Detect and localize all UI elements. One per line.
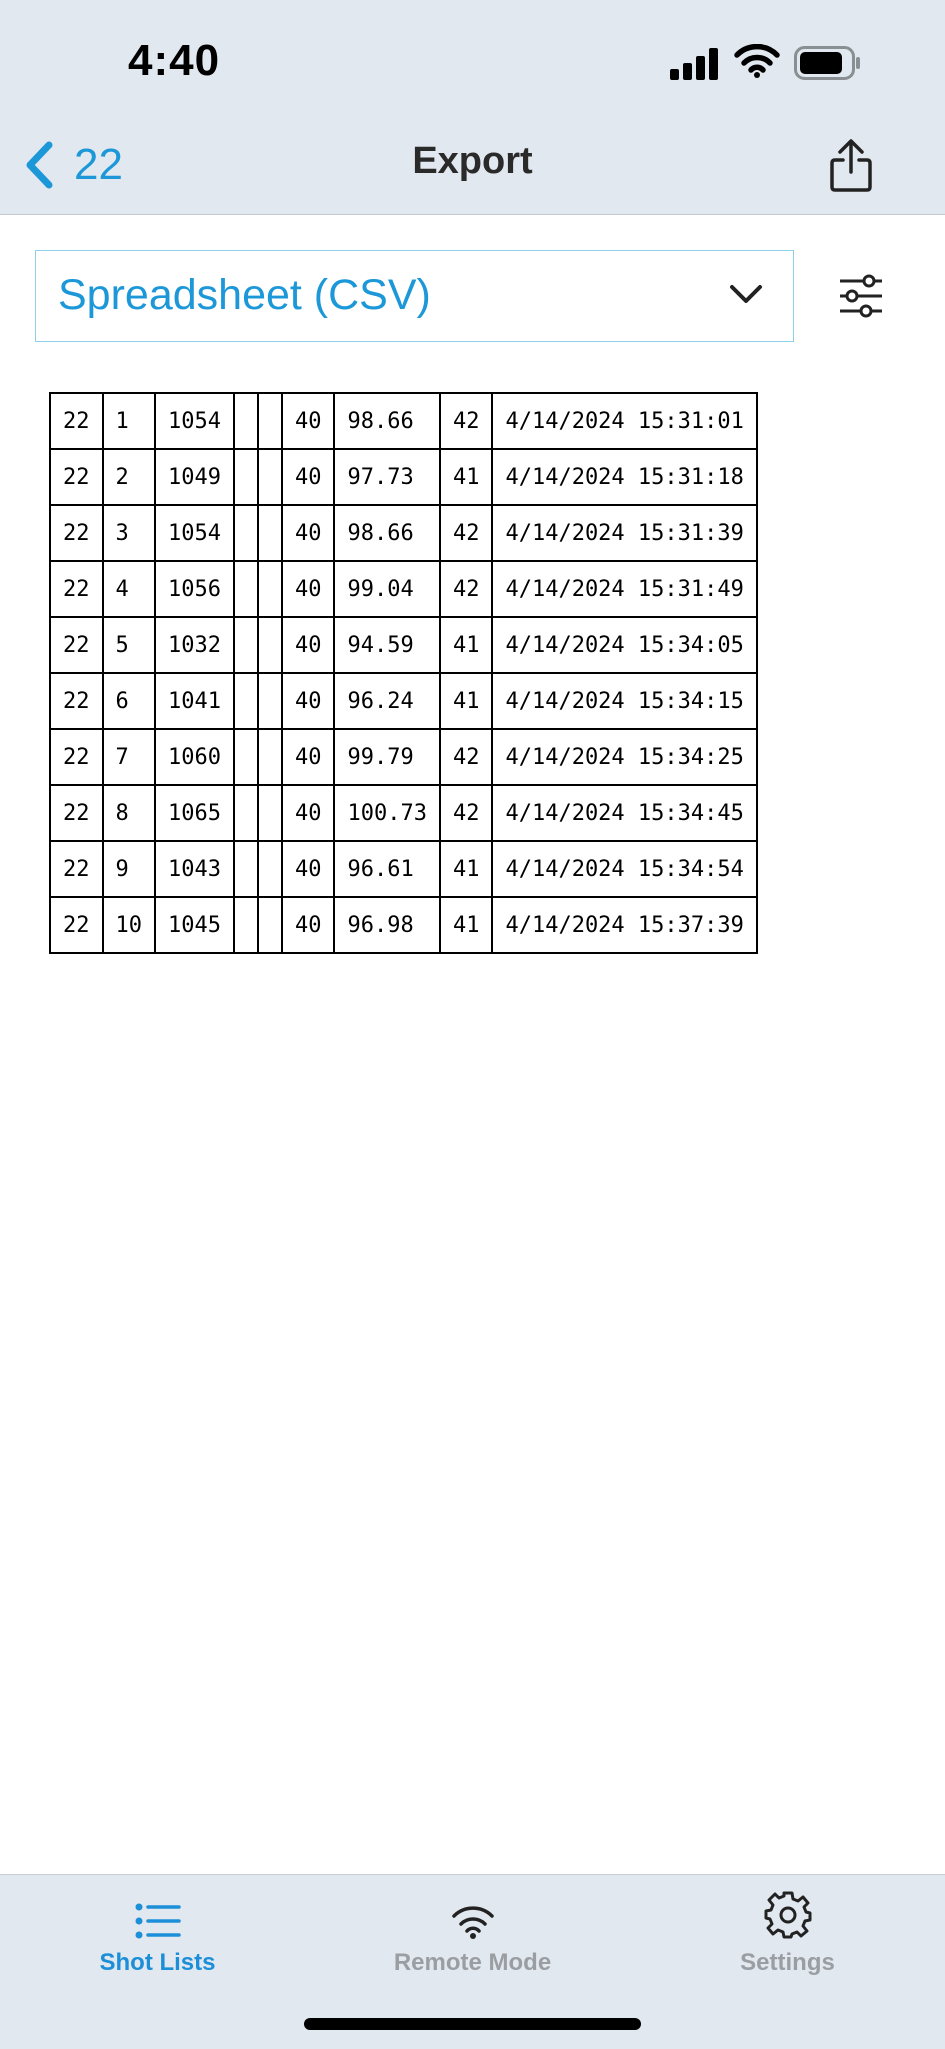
table-cell xyxy=(258,393,282,449)
table-cell: 40 xyxy=(282,785,335,841)
table-cell xyxy=(234,393,258,449)
table-row xyxy=(50,785,757,841)
format-dropdown[interactable] xyxy=(35,250,794,342)
table-cell: 40 xyxy=(282,617,335,673)
table-cell: 99.79 xyxy=(334,729,439,785)
table-cell: 98.66 xyxy=(334,505,439,561)
format-dropdown-value: Spreadsheet (CSV) xyxy=(58,271,431,319)
table-cell: 42 xyxy=(440,393,493,449)
table-cell xyxy=(234,729,258,785)
table-cell xyxy=(234,617,258,673)
table-cell: 100.73 xyxy=(334,785,439,841)
table-cell: 42 xyxy=(440,561,493,617)
table-cell: 1054 xyxy=(155,393,234,449)
table-cell xyxy=(258,617,282,673)
table-cell: 40 xyxy=(282,561,335,617)
table-row xyxy=(50,561,757,617)
table-cell: 94.59 xyxy=(334,617,439,673)
table-row xyxy=(50,617,757,673)
table-cell: 42 xyxy=(440,505,493,561)
table-cell: 22 xyxy=(50,505,103,561)
table-cell: 40 xyxy=(282,449,335,505)
table-cell: 4 xyxy=(103,561,156,617)
table-cell: 40 xyxy=(282,393,335,449)
top-bar xyxy=(0,0,945,215)
table-cell: 40 xyxy=(282,673,335,729)
table-row xyxy=(50,505,757,561)
table-cell: 41 xyxy=(440,617,493,673)
status-time: 4:40 xyxy=(128,36,221,85)
table-cell xyxy=(258,729,282,785)
table-cell: 1049 xyxy=(155,449,234,505)
table-cell: 22 xyxy=(50,785,103,841)
table-cell: 1065 xyxy=(155,785,234,841)
sliders-icon xyxy=(838,273,884,319)
csv-preview-table xyxy=(49,392,758,954)
table-cell xyxy=(234,673,258,729)
table-cell: 9 xyxy=(103,841,156,897)
table-cell xyxy=(258,673,282,729)
wifi-status-icon xyxy=(734,44,780,78)
table-cell: 1043 xyxy=(155,841,234,897)
table-cell: 22 xyxy=(50,393,103,449)
table-cell: 4/14/2024 15:34:05 xyxy=(492,617,756,673)
table-cell xyxy=(258,897,282,953)
table-cell xyxy=(234,841,258,897)
table-cell: 22 xyxy=(50,561,103,617)
table-cell: 22 xyxy=(50,673,103,729)
page-title: Export xyxy=(412,140,533,182)
table-cell: 4/14/2024 15:31:39 xyxy=(492,505,756,561)
table-cell: 41 xyxy=(440,841,493,897)
table-cell xyxy=(258,505,282,561)
cellular-signal-icon xyxy=(670,48,720,80)
table-cell: 99.04 xyxy=(334,561,439,617)
table-cell: 22 xyxy=(50,841,103,897)
home-indicator xyxy=(304,2018,641,2030)
table-cell xyxy=(258,785,282,841)
table-cell xyxy=(258,841,282,897)
table-cell: 96.24 xyxy=(334,673,439,729)
table-cell xyxy=(258,561,282,617)
list-icon xyxy=(135,1903,181,1939)
table-cell xyxy=(234,561,258,617)
table-cell: 1060 xyxy=(155,729,234,785)
table-cell: 4/14/2024 15:31:49 xyxy=(492,561,756,617)
table-cell: 41 xyxy=(440,897,493,953)
tab-remote-mode-label: Remote Mode xyxy=(393,1949,552,1976)
table-cell: 40 xyxy=(282,729,335,785)
table-cell: 1045 xyxy=(155,897,234,953)
wifi-icon xyxy=(451,1905,495,1939)
table-cell: 40 xyxy=(282,897,335,953)
table-cell: 22 xyxy=(50,449,103,505)
table-cell: 10 xyxy=(103,897,156,953)
table-cell: 40 xyxy=(282,841,335,897)
table-cell: 42 xyxy=(440,785,493,841)
battery-icon xyxy=(794,46,862,80)
table-cell: 22 xyxy=(50,729,103,785)
table-row xyxy=(50,897,757,953)
table-cell: 96.61 xyxy=(334,841,439,897)
table-cell: 1 xyxy=(103,393,156,449)
table-cell: 22 xyxy=(50,617,103,673)
table-cell xyxy=(234,505,258,561)
table-row xyxy=(50,449,757,505)
table-cell xyxy=(234,449,258,505)
chevron-down-icon xyxy=(729,283,763,305)
table-cell: 5 xyxy=(103,617,156,673)
tab-shot-lists-label: Shot Lists xyxy=(99,1949,216,1976)
table-cell: 40 xyxy=(282,505,335,561)
table-cell: 96.98 xyxy=(334,897,439,953)
csv-table-body xyxy=(50,393,757,953)
table-cell: 4/14/2024 15:34:45 xyxy=(492,785,756,841)
table-row xyxy=(50,673,757,729)
table-cell: 4/14/2024 15:34:25 xyxy=(492,729,756,785)
table-cell xyxy=(258,449,282,505)
table-cell: 41 xyxy=(440,673,493,729)
table-cell: 2 xyxy=(103,449,156,505)
table-cell: 3 xyxy=(103,505,156,561)
table-cell: 4/14/2024 15:31:01 xyxy=(492,393,756,449)
table-row xyxy=(50,841,757,897)
share-icon xyxy=(826,138,876,194)
back-label: 22 xyxy=(74,140,123,189)
table-cell xyxy=(234,785,258,841)
gear-icon xyxy=(764,1891,812,1939)
table-cell: 98.66 xyxy=(334,393,439,449)
table-cell: 42 xyxy=(440,729,493,785)
table-cell: 1054 xyxy=(155,505,234,561)
table-cell: 4/14/2024 15:37:39 xyxy=(492,897,756,953)
tab-shot-lists[interactable] xyxy=(0,1875,315,1995)
table-cell: 8 xyxy=(103,785,156,841)
table-cell: 97.73 xyxy=(334,449,439,505)
tab-settings[interactable] xyxy=(630,1875,945,1995)
table-cell: 1056 xyxy=(155,561,234,617)
table-cell: 22 xyxy=(50,897,103,953)
tab-remote-mode[interactable] xyxy=(315,1875,630,1995)
table-cell xyxy=(234,897,258,953)
table-cell: 1041 xyxy=(155,673,234,729)
table-cell: 6 xyxy=(103,673,156,729)
export-options-button[interactable] xyxy=(838,273,884,319)
table-row xyxy=(50,393,757,449)
share-button[interactable] xyxy=(826,138,876,194)
tab-settings-label: Settings xyxy=(740,1949,835,1976)
table-cell: 4/14/2024 15:34:54 xyxy=(492,841,756,897)
table-cell: 41 xyxy=(440,449,493,505)
table-cell: 4/14/2024 15:34:15 xyxy=(492,673,756,729)
table-cell: 4/14/2024 15:31:18 xyxy=(492,449,756,505)
table-row xyxy=(50,729,757,785)
table-cell: 1032 xyxy=(155,617,234,673)
table-cell: 7 xyxy=(103,729,156,785)
